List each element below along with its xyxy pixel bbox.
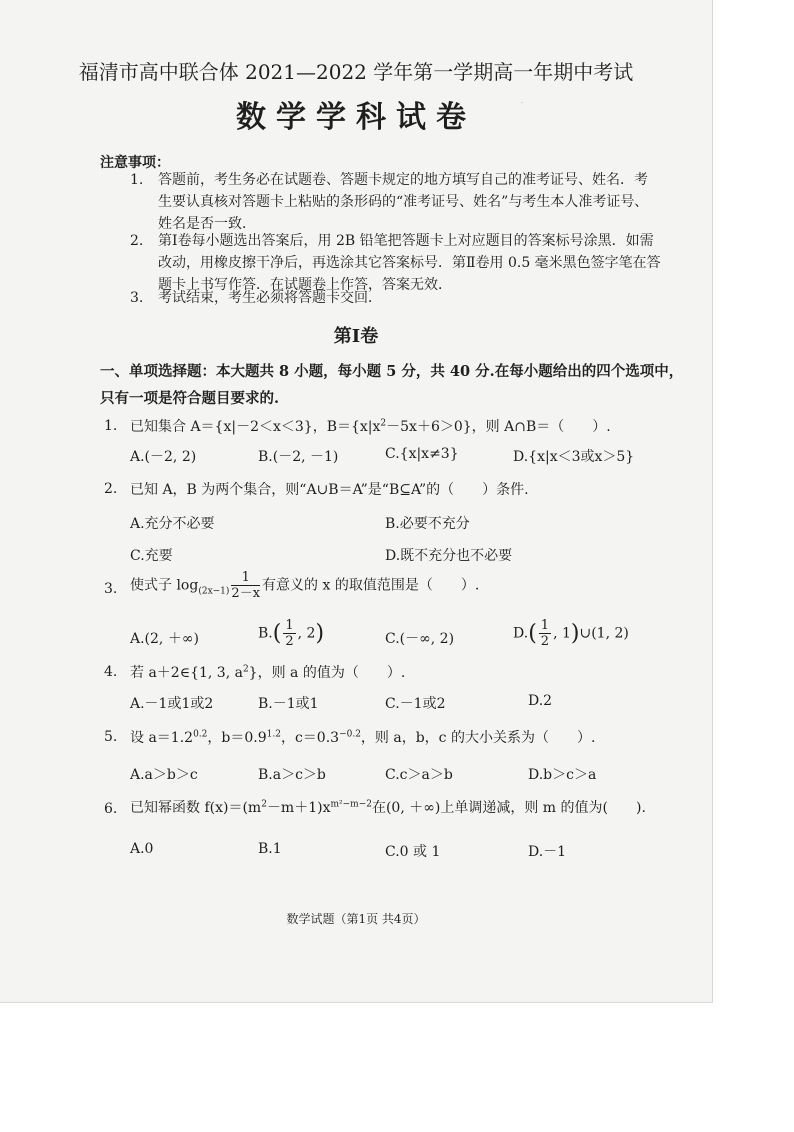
stem-text: 已知集合 A＝{x|－2＜x＜3}，B＝{x|x [130,419,381,435]
stem-text: －5x＋6＞0}，则 A∩B＝（ ）. [386,419,611,435]
notice-item-number: 2. [130,233,144,249]
option-tail: , 1 [553,625,571,642]
option-c: C.0 或 1 [385,844,441,860]
stem-subscript: (2x−1) [198,586,230,597]
stem-text: 已知幂函数 f(x)＝(m [130,800,262,816]
option-b: B.(－2, －1) [258,449,339,465]
option-c: C.－1或2 [385,696,446,712]
option-c: C.{x|x≠3} [385,446,459,462]
question-stem [130,570,479,601]
option-d: D.b＞c＞a [528,767,597,783]
fraction-numerator: 1 [231,570,260,586]
fraction-denominator: 2 [540,634,550,649]
option-b: B.－1或1 [258,696,319,712]
stem-text: ，c＝0.3 [280,730,340,746]
option-b: B.a＞c＞b [258,767,326,783]
notice-item-line: 题卡上书写作答．在试题卷上作答，答案无效． [158,277,452,293]
option-a: A.(2, ＋∞) [130,631,199,647]
bleed-through-mark: · [520,96,524,110]
stem-text: 在(0, ＋∞)上单调递减，则 m 的值为( ). [371,800,646,816]
volume-title: 第Ⅰ卷 [333,326,379,347]
option-fraction [283,618,295,649]
notice-item-line: 考试结束，考生必须将答题卡交回． [158,290,382,306]
paren-open: ( [528,621,537,646]
notice-item-number: 3. [130,290,144,306]
paren-close: ) [570,621,580,646]
option-b [258,618,324,649]
fraction-numerator: 1 [540,618,550,633]
stem-superscript: −0.2 [339,729,361,740]
option-d: D.{x|x＜3或x＞5} [513,449,635,465]
notice-item-line: 改动，用橡皮擦干净后，再选涂其它答案标号．第Ⅱ卷用 0.5 毫米黑色签字笔在答 [158,255,661,271]
notice-item-line: 第Ⅰ卷每小题选出答案后，用 2B 铅笔把答题卡上对应题目的答案标号涂黑．如需 [158,233,654,249]
notice-heading: 注意事项： [100,155,170,171]
option-c: C.c＞a＞b [385,767,453,783]
stem-superscript: 1.2 [266,729,281,740]
option-a: A.(－2, 2) [130,449,197,465]
notice-item-number: 1. [130,172,144,188]
notice-item-line: 生要认真核对答题卡上粘贴的条形码的“准考证号、姓名”与考生本人准考证号、 [158,194,649,210]
option-d: D.既不充分也不必要 [385,548,513,564]
question-stem [130,727,595,747]
question-number: 3. [104,581,118,597]
section-heading: 一、单项选择题：本大题共 8 小题，每小题 5 分，共 40 分.在每小题给出的四个选项中， [100,363,684,380]
option-a: A.a＞b＞c [130,767,198,783]
option-a: A.充分不必要 [130,516,215,532]
stem-text: 有意义的 x 的取值范围是（ ）. [262,577,480,594]
stem-text: 设 a＝1.2 [130,730,194,746]
section-heading-cont: 只有一项是符合题目要求的. [100,390,280,407]
option-d: D.2 [528,693,553,709]
stem-text: ，b＝0.9 [207,730,267,746]
exam-subject-title: 数学学科试卷 [236,100,476,135]
paren-close: ) [315,621,325,646]
stem-superscript: 2 [261,799,267,810]
notice-item-line: 姓名是否一致． [158,216,256,232]
stem-fraction [231,570,260,601]
option-c: C.充要 [130,548,173,564]
question-stem [130,416,611,436]
option-tail: ∪(1, 2) [579,625,629,642]
stem-superscript: 2 [380,418,387,429]
question-number: 6. [104,801,118,817]
option-d [513,618,629,649]
stem-superscript: 2 [242,664,249,675]
stem-text: ，则 a，b，c 的大小关系为（ ）. [360,730,596,746]
option-a: A.－1或1或2 [130,696,214,712]
page-footer: 数学试题（第1页 共4页） [286,912,426,926]
stem-superscript: m²−m−2 [330,799,372,810]
stem-text: }，则 a 的值为（ ）. [248,665,406,681]
question-stem [130,797,646,817]
fraction-numerator: 1 [285,618,294,633]
stem-text: 若 a＋2∈{1, 3, a [130,665,243,681]
question-number: 4. [104,664,118,680]
option-label: B. [258,625,273,642]
option-a: A.0 [130,841,154,857]
question-stem: 已知 A，B 为两个集合，则“A∪B＝A”是“B⊆A”的（ ）条件. [130,482,529,498]
question-number: 5. [104,729,118,745]
stem-superscript: 0.2 [193,729,208,740]
fraction-denominator: 2－x [231,586,261,601]
stem-text: －m＋1)x [266,800,331,816]
exam-title: 福清市高中联合体 2021—2022 学年第一学期高一年期中考试 [78,60,634,84]
option-fraction [539,618,551,649]
option-d: D.－1 [528,844,567,860]
fraction-denominator: 2 [285,634,294,649]
option-b: B.1 [258,841,282,857]
notice-item-line: 答题前，考生务必在试题卷、答题卡规定的地方填写自己的准考证号、姓名．考 [158,172,648,188]
paren-open: ( [272,621,282,646]
question-number: 1. [104,418,118,434]
option-label: D. [513,625,529,642]
option-c: C.(－∞, 2) [385,631,455,647]
question-stem [130,662,405,682]
stem-text: 使式子 log [130,577,199,594]
option-tail: , 2 [297,625,316,642]
option-b: B.必要不充分 [385,516,470,532]
question-number: 2. [104,481,118,497]
